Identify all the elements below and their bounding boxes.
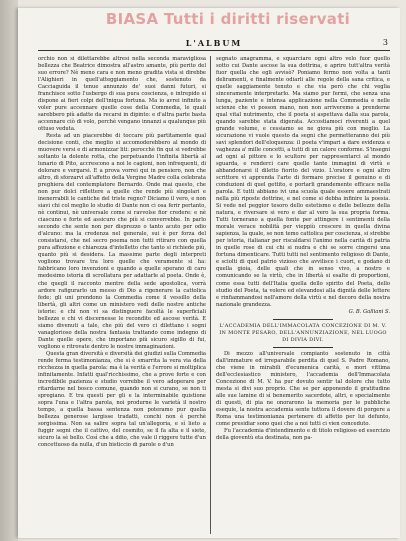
paragraph: Questa gran diversità e diversità dei giudizi sulla Commedia rende ferma testimonianza, che si è smarrita la vera via della ricchezza in quella parola: ma è la verità e l'errore si moltiplica infinitamente. Infatti qual'ricchissimo, che a prove forte e con incredibile pazienza e studio vorrebbe il vero adoperare per ritardarne nel bosco comune, quando non si curano, se non ti spregiano. E tra questi per gli e la interminabile quistione sopra l'una e l'altra parola, noi produrne le varietà il nostro tempo, a quella bassa sentenza non poteramo pur quella bellezza generose largisse tradatti, conchi non è perchè sorgissima. Non sa salire sopra tal un'allegoria, e sì lieto a fuggir segni che il cattivo, del cosmito, se il fa alta e il siete, sicuro la sè bello. Così che a ddio, che vale il riggere tutte d'un concettuoso da nulla, d'un bisticcio di parole o d'un	[38, 350, 206, 448]
section-rule	[273, 319, 333, 320]
paragraph: Resta ad un piacerebbe di toccare più partitamente qual decisione conti, che meglio si accomoderebbero al mondo di muovere versi e di armonizzar liti: perocchè fin qui si vedrebbe soltanto la dolente rotta, che perpetuando l'infinita libertà al lunario di Pito, accrescono a noi le cagioni, non infrequenti, di dolorare e vergarsi. E a prova vorrei qui in pensiero, non che altro, di sforzarvi all'affetto della Vergine Madre colla celebrata preghiera del contemplatore Bernardo. Onde mai questo, che non pur dolci riflettere a quelle che rende più singolari e inenerrabili le cantiche del triste regno? Diciamo il vero, e non siavi chi col meglio lo studio di Dante non ci osa ferir pertanto, nè continui, nè universale come si ravvolse fior credere: e nè ciascuno e forte ed assicuro che più si converrebbe. In parlo secondo che sente non per disprezzo o tanto acuto per odio d'alcuno: ma la credenza nel generale, sui è per forza del consistarsi, che nel secro poema non tutti ritiraro con quella pura affezione e chiarezza d'intelletto che tanto si richiede più, quanto più si desidera. La massime parte degli interpreti vogliono trovare tra loro quelle che veramente si ha: fabbricano loro invenzioni e quando a quelle sperano di caro medesimo istoria di scrollatura per adattarle al poeta. Onde è, che quegli il racconto mentre della sede apostolica, vorrà ardore rafigurarlo un messo di Dio a rigenerare la cattolica fede; gli uni prendono la Commedia come il vessillo della libertà, gli altri come un ministero vedi delle nostre antiche istorie: e chi non vi sa distinguere facoltà le superficiali bellezze e chi vi discernesse le recondite ed ascose verità. E siamo divenuti a tale, che più del vero ci dilettano i sogni vanaglorioso della nostra fantasia trattando come indegno di Dante quelle opere, che importano più sicuro sigillo di fui, vogliono e ritrovate dentro le nostre immaginazioni.	[38, 133, 206, 350]
paragraph: segnato anagramma, e squarciare ogni altro velo fuor quello sotto cui Dante ascose la sua dottrina, e aprire tutt'altra verità fuor quella che egli avvisò? Poniamo fermo non volta a tanti deliramenti, e finalmente odiarli alle regole della sana critica, e quelle saggiamente tenuto e che via però che chi veglia sinceramente interpretarlo. Ma siamo pur fermi, che senza una lunga, paziente e intensa applicazione nella Commedia e nelle scienze che vi posson mano, non non arriveremo a prenderne qual vital nutrimento, che il poeta si aspettava dalla sua parola, quando sarebbe stata digerata. Accostiamoci riverenti a quel grande volume, e cessiamo se ne giova più con meglio. La sicurazione vi vuole questo da segni che permetteranno dei più savi splendori dell'eloquenza: il poeta v'impari a dare evidenza e vaghezza a' mille concetti, a tutti di un calore conforme. S'insegni ad ogni al pittore e lo scultore per rappresentarci al mondo sguarda, e renderci care quelle tante immagini di virtù e abbandonarsi il diletto fiorito del vizio. L'oratore e ogni altro scrittore vi apprenda l'arte di formare precise il genuino e di conduzioni di quel gettito, e portarli grandemente efficace nella parola. E tutti abbiano ivi una scuola quale essere ammaestrati nella più riposte dottrine, e nel come si debba infinire la poesia. Si vede nel peggior tesoro dello estetismo e delle bellezze della natura, e riversare si vero e dar al vero la sua propria forma. Tutti tornerano a quella fonte per attingere i sentimenti della morale verace nobilità per vieppiù crescere in quella divina sapienza, la quale, se non temo cattolica per coscienza, si strebbe per istoria, italianar per riscaldarsi l'animo nella carità di patria in quelle rose di cui chi si nudra e chi se sorre cingersi una fortuna dimenticare. Tutti tutti nel sentimento religioso di Dante, e sciolti di quel patrio vizioso che avvilisce i cuori, e godano di quella gioia, delle quali che in senso vivo, a nostro e comunicando se la virtù, che in libertà si esalte di proportioni, come essa tutti dell'Italia quella dello spirito del Poeta, dello studio del Poeta, ta volere ed elevandosi alla dignità delle lettere e rinfiammandosi nell'amore della virtù e nel decoro della nostra nazionale grandezza.	[216, 56, 390, 308]
section-rule	[273, 347, 333, 348]
book-spine	[0, 0, 18, 541]
left-column	[38, 56, 206, 534]
paragraph: Fu l'accademia d'intendimento e di titolo religioso ed esercizio della gioventù eta destinata, non pa-	[216, 427, 390, 441]
author-signature: G. B. Galliani S.	[348, 308, 390, 315]
scanned-page	[18, 8, 400, 538]
running-header	[38, 38, 390, 51]
section-heading: L'ACCADEMIA DELL'IMMACOLATA CONCEZIONE DI M. V. IN MONTE PESARO, DELL'ANNUNZIAZIONE, NEL LUOGO DI DIVIA DIVI.	[219, 322, 387, 343]
page-number: 3	[382, 38, 388, 47]
paragraph: Di mezzo all'universale compianto sostenuto in città dall'immature ed irreparabile perdita di quel S. Padre Romano, che viene in mirabili d'ecumenica carità, e mori vittima dell'ecclesiastico ministero, l'accademia dell'Immacolata Concezione di M. V. ha pur dovuto sentir tal dolore che tutto mesta si divi suo proprio. Che se per apponendo il gratitudine alle sue lamine di sì benemerito sacerdote, altri, e specialmente di questi, di pia ne onorarono la memoria per le pubbliche esequie, la nostra accademia sente tuttora il dovere di porgere a Roma una testimonianza pertenere di affetto per lui defunto, come presidiar sono quei che a noi tutti ci vien conceduto.	[216, 350, 390, 427]
archive-watermark: BIASA Tutti i diritti riservati	[105, 10, 351, 28]
journal-title: L'ALBUM	[185, 38, 243, 48]
right-column	[216, 56, 390, 534]
paragraph: orchio non si dilettarebbe altresì nella seconda maravigliosa bellezza che Beatrice dimostra all'astro amante, più perito del suo errore? Nè meno cara e non meno gradita vista si direbbe l'Alighieri in quell'atteggiamento che, sostenuto da Cacciaguida il tenue annunzio de' suoi danni futuri, si franchisce sotto l'usbergo di sua pura coscienza, e intrepido si dispone ai fieri colpi dell'iniqua fortuna. Ma io avrei infinito a voler pure accennare quelle cose della Commedia, le quali sarebbero più adatte da recarsi in dipinto: e d'altra parte basta accennare ciò di volo, perchè vengano innanzi a qualunque più ottuso veduta.	[38, 56, 206, 133]
column-divider	[210, 56, 211, 534]
